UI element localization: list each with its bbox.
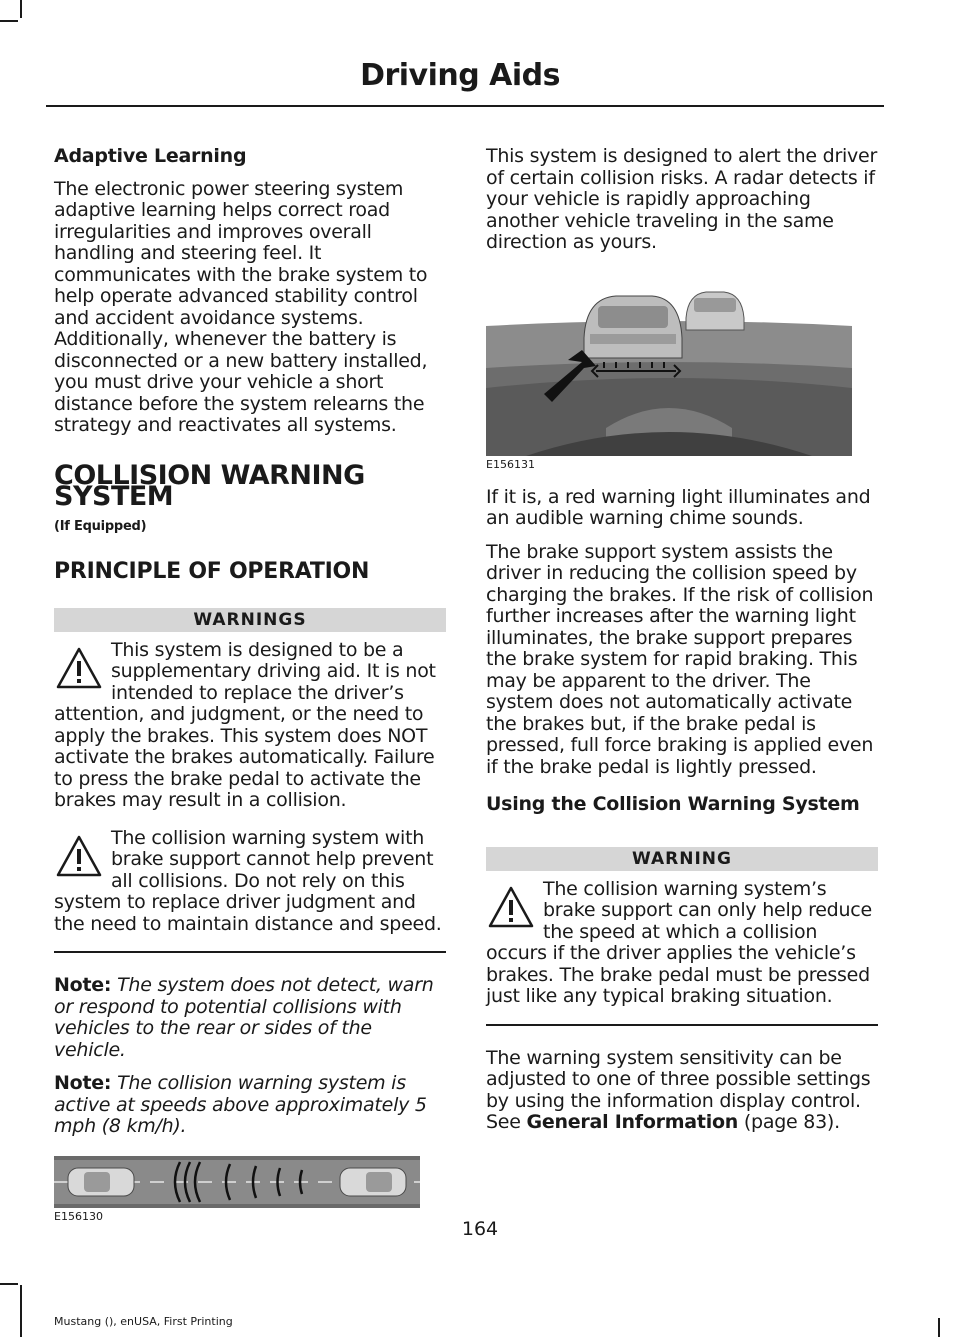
sensitivity-text	[486, 1048, 878, 1134]
adaptive-learning-text: The electronic power steering system adaptive learning helps correct road irregularities and improves overall handling and steering feel. It communicates with the brake system to help operate advanced stability control and accident avoidance systems. Additionally, whenever the battery is disconnected or a new battery installed, you must drive your vehicle a short distance before the system relearns the strategy and reactivates all systems.	[54, 177, 428, 436]
sensitivity-body: The warning system sensitivity can be adjusted to one of three possible settings by using the information display control. See	[486, 1046, 871, 1133]
figure-caption: E156131	[486, 457, 535, 471]
warning-item	[54, 828, 446, 936]
note	[54, 975, 446, 1061]
adaptive-learning-heading: Adaptive Learning	[54, 145, 247, 167]
warning-item	[54, 640, 446, 812]
figure-caption: E156130	[54, 1209, 103, 1223]
warning-text: This system is designed to be a supplementary driving aid. It is not intended to replace the driver’s attention, and judgment, or the need to apply the brakes. This system does NOT activate the brakes automatically. Failure to press the brake pedal to activate the brakes may result in a collision.	[54, 638, 436, 811]
body-text: The brake support system assists the driver in reducing the collision speed by charging the brakes. If the risk of collision further increases after the warning light illuminates, the brake support prepares the brake system for rapid braking. This may be apparent to the driver. The system does not automatically activate the brakes but, if the brake pedal is pressed, full force braking is applied even if the brake pedal is lightly pressed.	[486, 540, 874, 778]
car-icon	[584, 296, 682, 358]
body-text: If it is, a red warning light illuminates and an audible warning chime sounds.	[486, 485, 871, 529]
note-text: The collision warning system is active at speeds above approximately 5 mph (8 km/h).	[54, 1072, 427, 1137]
warning-item	[486, 879, 878, 1008]
crop-mark	[0, 1283, 18, 1285]
right-column	[486, 146, 878, 1134]
principle-heading: PRINCIPLE OF OPERATION	[54, 559, 370, 584]
note-label: Note:	[54, 1072, 112, 1094]
divider	[486, 1024, 878, 1026]
crop-mark	[20, 1285, 22, 1337]
warnings-bar: WARNINGS	[54, 608, 446, 632]
if-equipped-label: (If Equipped)	[54, 518, 147, 534]
page-ref: (page 83).	[743, 1111, 840, 1133]
warning-text: The collision warning system’s brake support can only help reduce the speed at which a collision occurs if the driver applies the vehicle’s brakes. The brake pedal must be pressed just like any typical braking situation.	[486, 877, 872, 1007]
car-icon	[340, 1168, 406, 1196]
header-rule	[46, 105, 884, 107]
page-title: Driving Aids	[360, 58, 560, 93]
note	[54, 1073, 446, 1138]
warning-bar: WARNING	[486, 847, 878, 871]
print-source: Mustang (), enUSA, First Printing	[54, 1315, 233, 1328]
crop-mark	[20, 0, 22, 18]
left-column	[54, 146, 446, 1223]
section-heading: COLLISION WARNING SYSTEM	[54, 459, 365, 512]
warning-triangle-icon	[56, 834, 102, 878]
crop-mark	[0, 20, 18, 22]
note-label: Note:	[54, 974, 112, 996]
windshield-alert-illustration	[486, 268, 852, 456]
warning-text: The collision warning system with brake support cannot help prevent all collisions. Do not rely on this system to replace driver judgment and the need to maintain distance and speed.	[54, 826, 442, 935]
crop-mark	[938, 1318, 940, 1337]
car-icon	[686, 292, 744, 330]
general-information-link[interactable]: General Information	[526, 1111, 739, 1133]
car-icon	[68, 1168, 134, 1196]
page-number: 164	[461, 1218, 499, 1240]
note-text: The system does not detect, warn or respond to potential collisions with vehicles to the rear or sides of the vehicle.	[54, 974, 434, 1061]
warning-triangle-icon	[56, 646, 102, 690]
divider	[54, 951, 446, 953]
radar-waves-illustration	[54, 1156, 420, 1208]
warning-triangle-icon	[488, 885, 534, 929]
intro-text: This system is designed to alert the driver of certain collision risks. A radar detects if your vehicle is rapidly approaching another vehicle traveling in the same direction as yours.	[486, 145, 878, 253]
using-heading: Using the Collision Warning System	[486, 793, 860, 815]
